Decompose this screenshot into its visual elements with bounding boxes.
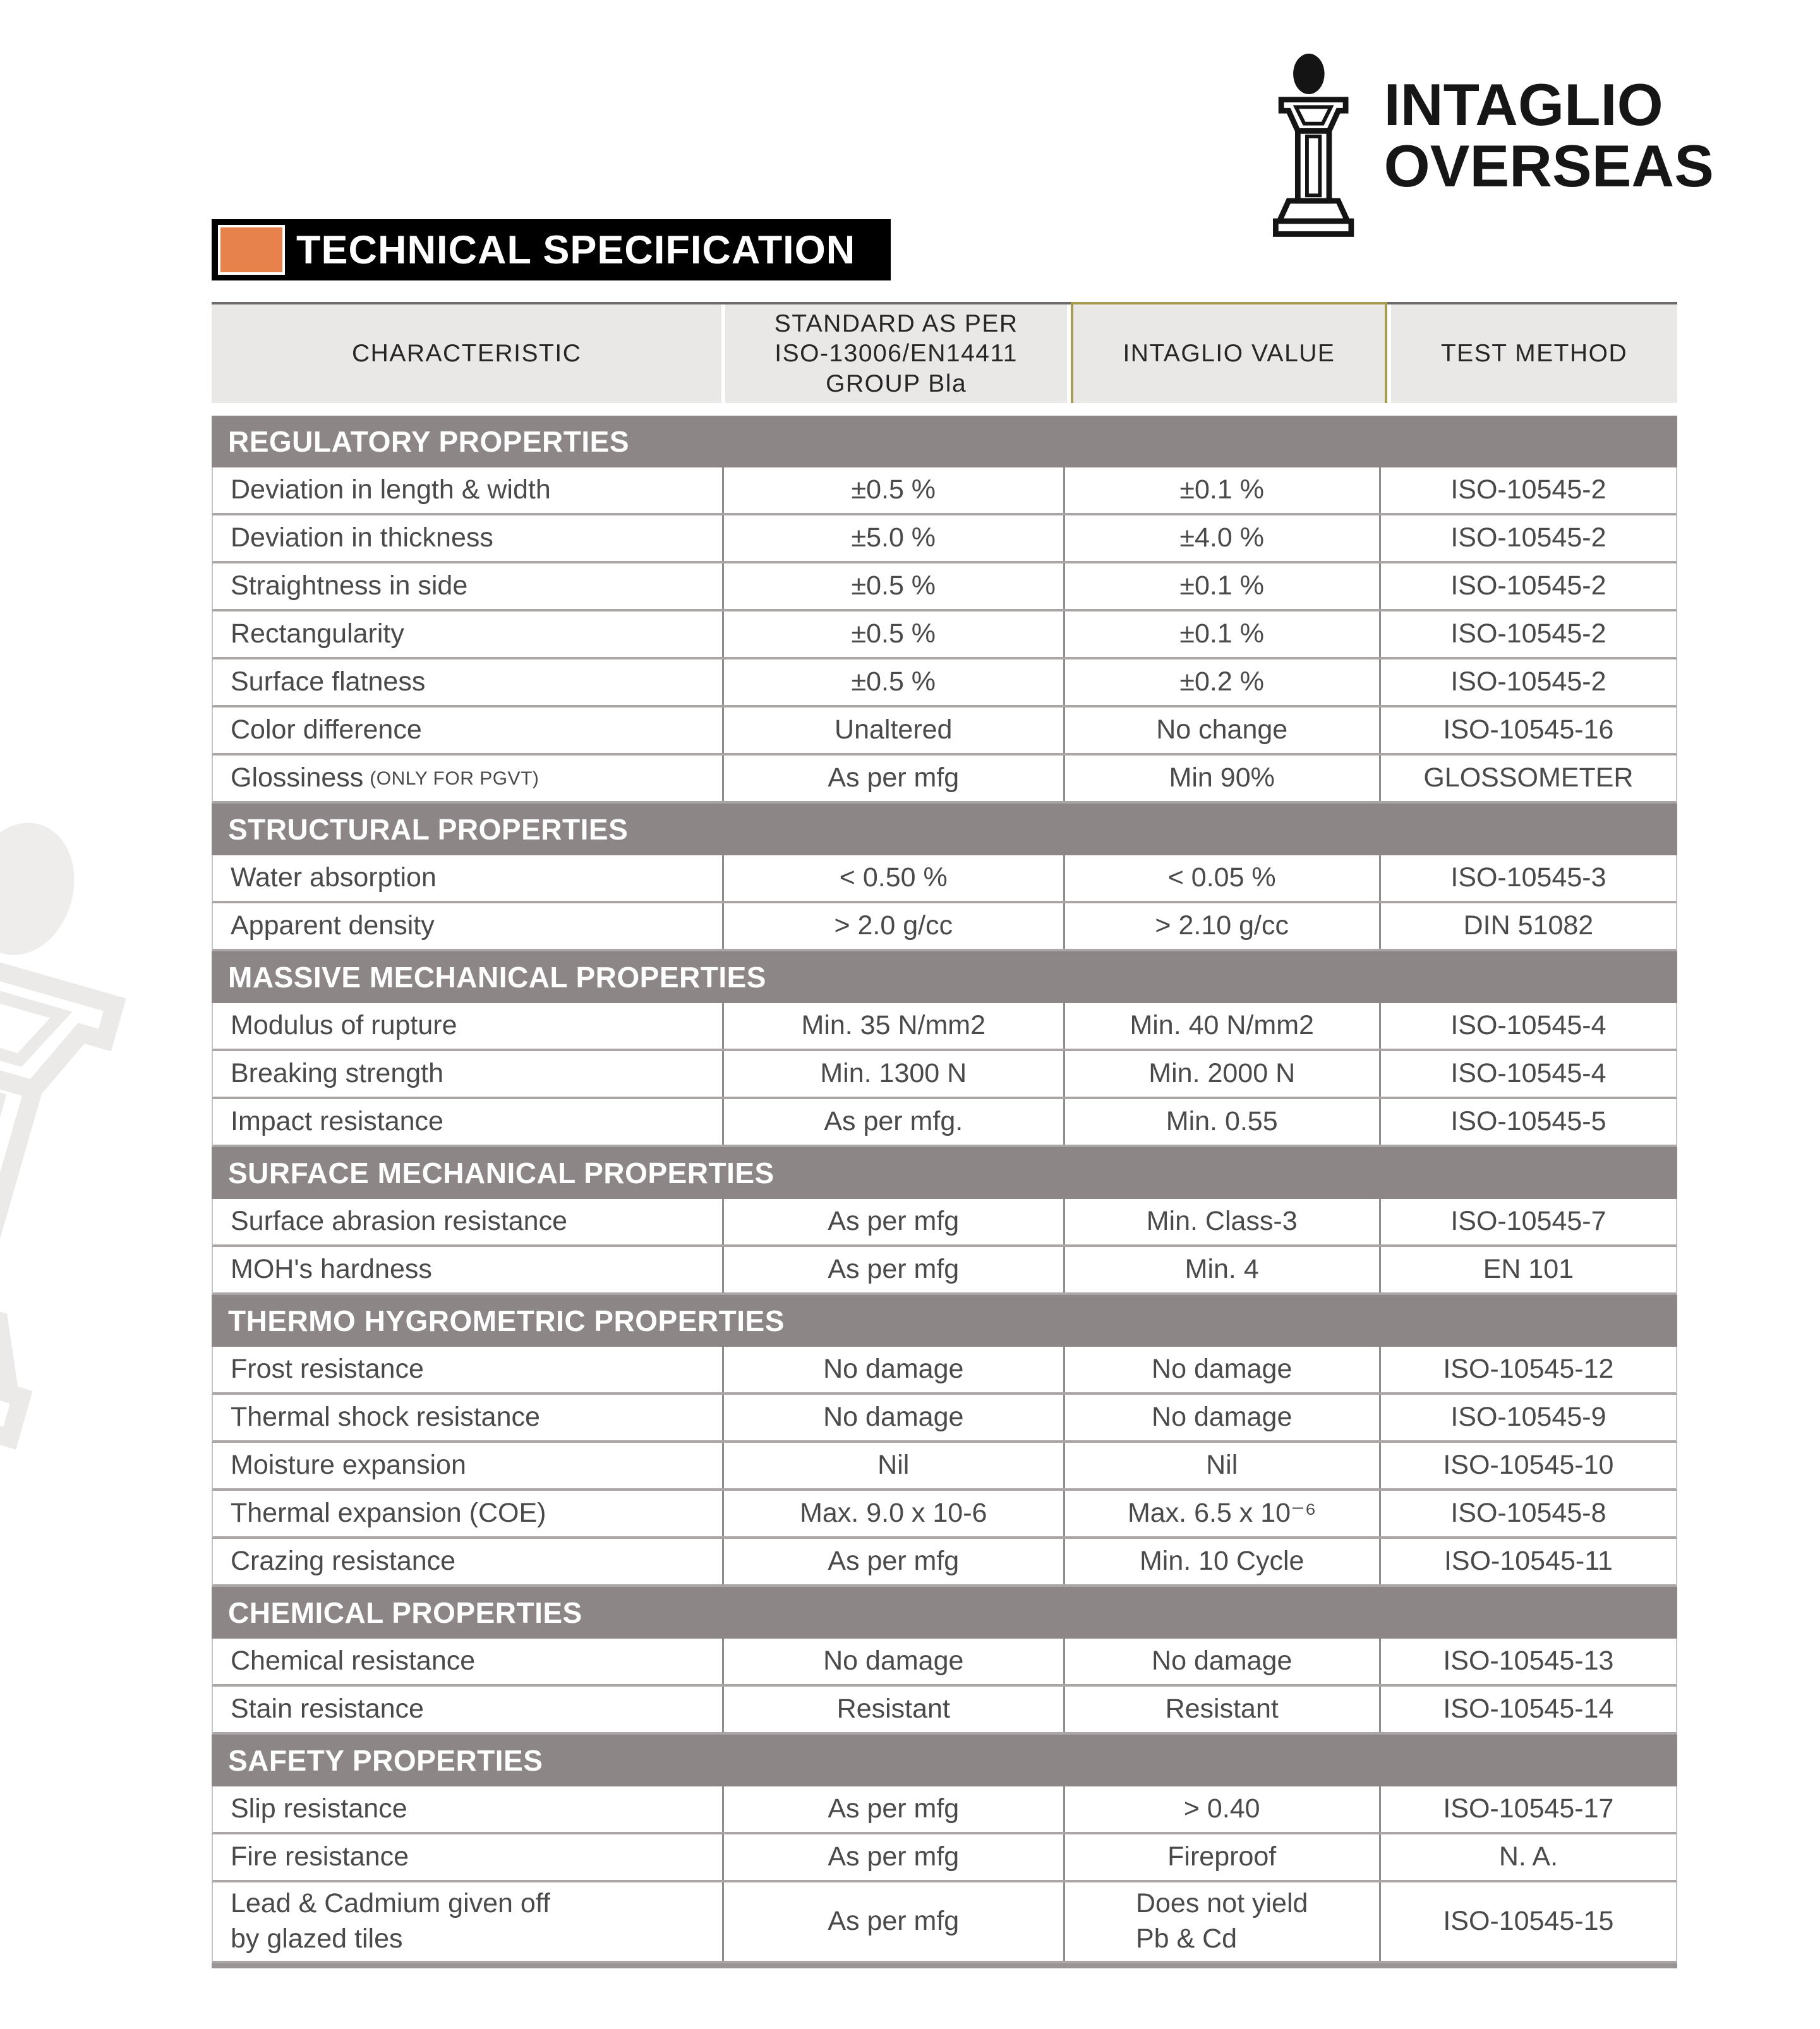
characteristic-cell	[213, 903, 722, 949]
characteristic-label: Stain resistance	[231, 1694, 424, 1725]
test-method-cell-label: ISO-10545-2	[1450, 618, 1606, 649]
test-method-cell	[1379, 659, 1676, 705]
characteristic-cell	[213, 1395, 722, 1440]
test-method-cell-label: ISO-10545-2	[1450, 570, 1606, 601]
section-heading: SAFETY PROPERTIES	[212, 1735, 1677, 1786]
characteristic-cell	[213, 1882, 722, 1961]
standard-value-cell-label: As per mfg.	[824, 1106, 963, 1137]
standard-value-cell	[722, 1786, 1063, 1832]
table-row	[212, 1786, 1677, 1834]
brand-logo	[1261, 52, 1714, 245]
table-row	[212, 1395, 1677, 1443]
table-row	[212, 1539, 1677, 1587]
column-header-label: CHARACTERISTIC	[352, 340, 582, 368]
column-header-2	[725, 304, 1067, 403]
orange-accent-square	[218, 225, 285, 275]
characteristic-cell	[213, 1786, 722, 1832]
standard-value-cell-label: No damage	[823, 1354, 964, 1385]
table-row	[212, 1491, 1677, 1539]
characteristic-label: Thermal shock resistance	[231, 1402, 540, 1433]
intaglio-value-cell	[1063, 707, 1379, 753]
intaglio-value-cell	[1063, 1443, 1379, 1488]
table-row	[212, 1443, 1677, 1491]
standard-value-cell-label: Unaltered	[835, 714, 953, 745]
intaglio-value-cell-label: ±4.0 %	[1179, 522, 1264, 553]
standard-value-cell-label: As per mfg	[828, 1254, 960, 1285]
intaglio-value-cell-label: Min. 10 Cycle	[1139, 1546, 1305, 1577]
table-bottom-border	[212, 1963, 1677, 1968]
standard-value-cell-label: ±0.5 %	[851, 474, 936, 505]
test-method-cell	[1379, 1882, 1676, 1961]
intaglio-value-cell-label: > 0.40	[1183, 1793, 1260, 1824]
characteristic-label: Rectangularity	[231, 618, 404, 649]
standard-value-cell-label: > 2.0 g/cc	[834, 910, 953, 941]
standard-value-cell	[722, 1639, 1063, 1684]
page-title: TECHNICAL SPECIFICATION	[296, 227, 856, 272]
table-row	[212, 515, 1677, 563]
intaglio-value-cell-label: Nil	[1206, 1450, 1238, 1481]
standard-value-cell	[722, 1443, 1063, 1488]
intaglio-value-cell-label: Min 90%	[1169, 762, 1275, 793]
column-header-label: INTAGLIO VALUE	[1123, 340, 1335, 368]
intaglio-value-cell	[1063, 1003, 1379, 1049]
standard-value-cell	[722, 1882, 1063, 1961]
test-method-cell	[1379, 515, 1676, 561]
test-method-cell-label: ISO-10545-9	[1450, 1402, 1606, 1433]
characteristic-cell	[213, 1443, 722, 1488]
characteristic-label: Slip resistance	[231, 1793, 407, 1824]
characteristic-label: Glossiness	[231, 762, 364, 793]
intaglio-value-cell	[1063, 1882, 1379, 1961]
test-method-cell	[1379, 1347, 1676, 1392]
table-row	[212, 1051, 1677, 1099]
pillar-i-icon	[1261, 52, 1371, 245]
intaglio-value-cell	[1063, 1639, 1379, 1684]
standard-value-cell-label: As per mfg	[828, 762, 960, 793]
standard-value-cell-label: Min. 35 N/mm2	[801, 1010, 986, 1041]
standard-value-cell	[722, 467, 1063, 513]
characteristic-cell	[213, 611, 722, 657]
intaglio-value-cell-label: No damage	[1152, 1646, 1293, 1677]
table-row	[212, 855, 1677, 903]
intaglio-value-cell-label: Resistant	[1165, 1694, 1279, 1725]
table-row	[212, 1003, 1677, 1051]
table-row	[212, 563, 1677, 611]
intaglio-value-cell	[1063, 855, 1379, 901]
characteristic-label: MOH's hardness	[231, 1254, 432, 1285]
intaglio-value-cell	[1063, 1491, 1379, 1536]
standard-value-cell	[722, 1051, 1063, 1097]
standard-value-cell	[722, 855, 1063, 901]
characteristic-cell	[213, 659, 722, 705]
characteristic-label: Thermal expansion (COE)	[231, 1498, 546, 1529]
standard-value-cell-label: Max. 9.0 x 10-6	[800, 1498, 987, 1529]
intaglio-value-cell-label: Min. 2000 N	[1148, 1058, 1296, 1089]
standard-value-cell-label: Resistant	[836, 1694, 950, 1725]
test-method-cell	[1379, 1247, 1676, 1292]
intaglio-value-cell	[1063, 1099, 1379, 1145]
test-method-cell	[1379, 1786, 1676, 1832]
characteristic-cell	[213, 707, 722, 753]
intaglio-value-cell-label: Does not yield Pb & Cd	[1135, 1888, 1308, 1954]
test-method-cell-label: ISO-10545-15	[1443, 1905, 1614, 1936]
characteristic-cell	[213, 1687, 722, 1732]
standard-value-cell-label: ±0.5 %	[851, 618, 936, 649]
table-row	[212, 756, 1677, 804]
characteristic-label: Deviation in thickness	[231, 522, 493, 553]
table-header	[212, 302, 1677, 403]
standard-value-cell-label: ±0.5 %	[851, 666, 936, 697]
test-method-cell-label: ISO-10545-8	[1450, 1498, 1606, 1529]
test-method-cell	[1379, 1003, 1676, 1049]
test-method-cell	[1379, 756, 1676, 801]
characteristic-label: Water absorption	[231, 862, 437, 893]
intaglio-value-cell	[1063, 515, 1379, 561]
standard-value-cell-label: No damage	[823, 1646, 964, 1677]
standard-value-cell	[722, 1687, 1063, 1732]
test-method-cell-label: EN 101	[1483, 1254, 1574, 1285]
test-method-cell	[1379, 1539, 1676, 1584]
test-method-cell-label: ISO-10545-14	[1443, 1694, 1614, 1725]
standard-value-cell-label: As per mfg	[828, 1793, 960, 1824]
standard-value-cell	[722, 756, 1063, 801]
intaglio-value-cell-label: Fireproof	[1167, 1841, 1277, 1872]
intaglio-value-cell	[1063, 756, 1379, 801]
standard-value-cell-label: ±5.0 %	[851, 522, 936, 553]
characteristic-cell	[213, 1247, 722, 1292]
standard-value-cell	[722, 563, 1063, 609]
standard-value-cell-label: ±0.5 %	[851, 570, 936, 601]
standard-value-cell-label: No damage	[823, 1402, 964, 1433]
table-row	[212, 1199, 1677, 1247]
standard-value-cell	[722, 1347, 1063, 1392]
characteristic-cell	[213, 1834, 722, 1880]
characteristic-label: Deviation in length & width	[231, 474, 551, 505]
test-method-cell	[1379, 903, 1676, 949]
test-method-cell-label: DIN 51082	[1463, 910, 1594, 941]
intaglio-value-cell-label: Min. Class-3	[1146, 1206, 1298, 1237]
section-heading: THERMO HYGROMETRIC PROPERTIES	[212, 1295, 1677, 1347]
characteristic-label: Apparent density	[231, 910, 435, 941]
test-method-cell-label: ISO-10545-4	[1450, 1058, 1606, 1089]
characteristic-cell	[213, 1051, 722, 1097]
standard-value-cell	[722, 659, 1063, 705]
intaglio-value-cell-label: > 2.10 g/cc	[1155, 910, 1289, 941]
intaglio-value-cell	[1063, 563, 1379, 609]
table-row	[212, 1247, 1677, 1295]
intaglio-value-cell	[1063, 467, 1379, 513]
standard-value-cell-label: As per mfg	[828, 1546, 960, 1577]
intaglio-value-cell-label: No change	[1156, 714, 1288, 745]
characteristic-label: Color difference	[231, 714, 422, 745]
table-row	[212, 707, 1677, 756]
table-row	[212, 903, 1677, 951]
characteristic-cell	[213, 563, 722, 609]
table-body	[212, 416, 1677, 1963]
table-row	[212, 1834, 1677, 1882]
characteristic-cell	[213, 855, 722, 901]
intaglio-value-cell	[1063, 1199, 1379, 1244]
standard-value-cell-label: Min. 1300 N	[820, 1058, 967, 1089]
pillar-watermark-icon	[0, 773, 241, 1493]
table-row	[212, 1347, 1677, 1395]
intaglio-value-cell	[1063, 1247, 1379, 1292]
intaglio-value-cell-label: No damage	[1152, 1402, 1293, 1433]
intaglio-value-cell-label: Min. 0.55	[1166, 1106, 1278, 1137]
test-method-cell-label: ISO-10545-5	[1450, 1106, 1606, 1137]
intaglio-value-cell	[1063, 1786, 1379, 1832]
intaglio-value-cell-label: Min. 40 N/mm2	[1130, 1010, 1314, 1041]
column-header-label: STANDARD AS PER ISO-13006/EN14411 GROUP Bla	[774, 310, 1018, 397]
characteristic-cell	[213, 1199, 722, 1244]
table-row	[212, 659, 1677, 707]
test-method-cell	[1379, 1395, 1676, 1440]
intaglio-value-cell-label: ±0.2 %	[1179, 666, 1264, 697]
test-method-cell-label: ISO-10545-10	[1443, 1450, 1614, 1481]
standard-value-cell	[722, 1099, 1063, 1145]
standard-value-cell	[722, 1491, 1063, 1536]
standard-value-cell-label: As per mfg	[828, 1905, 960, 1936]
brand-name	[1383, 71, 1714, 199]
characteristic-label: Crazing resistance	[231, 1546, 456, 1577]
standard-value-cell	[722, 1395, 1063, 1440]
test-method-cell-label: ISO-10545-11	[1443, 1546, 1613, 1577]
test-method-cell-label: ISO-10545-7	[1450, 1206, 1606, 1237]
intaglio-value-cell	[1063, 903, 1379, 949]
test-method-cell	[1379, 467, 1676, 513]
specification-table	[212, 302, 1677, 1968]
brand-line2: OVERSEAS	[1383, 132, 1714, 199]
test-method-cell-label: ISO-10545-2	[1450, 474, 1606, 505]
intaglio-value-cell	[1063, 1539, 1379, 1584]
section-heading: REGULATORY PROPERTIES	[212, 416, 1677, 467]
table-row	[212, 1639, 1677, 1687]
table-row	[212, 611, 1677, 659]
intaglio-value-cell-label: ±0.1 %	[1179, 474, 1264, 505]
test-method-cell	[1379, 1639, 1676, 1684]
test-method-cell	[1379, 707, 1676, 753]
test-method-cell-label: GLOSSOMETER	[1423, 762, 1634, 793]
table-row	[212, 467, 1677, 515]
characteristic-label: Impact resistance	[231, 1106, 443, 1137]
characteristic-cell	[213, 515, 722, 561]
brand-line1: INTAGLIO	[1383, 71, 1663, 138]
characteristic-cell	[213, 1539, 722, 1584]
test-method-cell	[1379, 855, 1676, 901]
characteristic-cell	[213, 1347, 722, 1392]
header-gap	[212, 403, 1677, 416]
section-heading: SURFACE MECHANICAL PROPERTIES	[212, 1147, 1677, 1199]
characteristic-note: (ONLY FOR PGVT)	[370, 768, 539, 789]
test-method-cell	[1379, 1687, 1676, 1732]
intaglio-value-cell	[1063, 1395, 1379, 1440]
section-heading: CHEMICAL PROPERTIES	[212, 1587, 1677, 1639]
characteristic-label: Chemical resistance	[231, 1646, 476, 1677]
standard-value-cell	[722, 515, 1063, 561]
column-header-4	[1391, 304, 1677, 403]
table-row	[212, 1882, 1677, 1963]
test-method-cell	[1379, 1834, 1676, 1880]
column-header-1	[212, 304, 721, 403]
test-method-cell-label: ISO-10545-3	[1450, 862, 1606, 893]
characteristic-label: Frost resistance	[231, 1354, 424, 1385]
characteristic-label: Lead & Cadmium given off by glazed tiles	[231, 1888, 550, 1954]
characteristic-label: Breaking strength	[231, 1058, 444, 1089]
intaglio-value-cell	[1063, 1347, 1379, 1392]
intaglio-value-cell-label: < 0.05 %	[1167, 862, 1276, 893]
characteristic-cell	[213, 1099, 722, 1145]
test-method-cell-label: ISO-10545-2	[1450, 666, 1606, 697]
test-method-cell	[1379, 563, 1676, 609]
characteristic-label: Modulus of rupture	[231, 1010, 457, 1041]
intaglio-value-cell-label: No damage	[1152, 1354, 1293, 1385]
test-method-cell	[1379, 1443, 1676, 1488]
test-method-cell-label: ISO-10545-4	[1450, 1010, 1606, 1041]
standard-value-cell	[722, 611, 1063, 657]
column-header-label: TEST METHOD	[1440, 340, 1628, 368]
characteristic-cell	[213, 1003, 722, 1049]
standard-value-cell	[722, 1834, 1063, 1880]
test-method-cell	[1379, 1099, 1676, 1145]
test-method-cell-label: N. A.	[1498, 1841, 1558, 1872]
standard-value-cell	[722, 1003, 1063, 1049]
table-row	[212, 1099, 1677, 1147]
table-row	[212, 1687, 1677, 1735]
test-method-cell	[1379, 1051, 1676, 1097]
intaglio-value-cell	[1063, 1834, 1379, 1880]
characteristic-label: Fire resistance	[231, 1841, 409, 1872]
characteristic-label: Surface flatness	[231, 666, 426, 697]
intaglio-value-cell	[1063, 659, 1379, 705]
intaglio-value-cell	[1063, 1687, 1379, 1732]
standard-value-cell-label: As per mfg	[828, 1206, 960, 1237]
page-title-bar	[212, 219, 891, 280]
characteristic-cell	[213, 756, 722, 801]
test-method-cell-label: ISO-10545-17	[1443, 1793, 1614, 1824]
characteristic-cell	[213, 1639, 722, 1684]
intaglio-value-cell-label: Max. 6.5 x 10⁻⁶	[1127, 1498, 1317, 1529]
intaglio-value-cell	[1063, 611, 1379, 657]
section-heading: STRUCTURAL PROPERTIES	[212, 804, 1677, 855]
intaglio-value-cell	[1063, 1051, 1379, 1097]
intaglio-value-cell-label: Min. 4	[1184, 1254, 1259, 1285]
standard-value-cell-label: As per mfg	[828, 1841, 960, 1872]
test-method-cell-label: ISO-10545-2	[1450, 522, 1606, 553]
standard-value-cell	[722, 707, 1063, 753]
standard-value-cell-label: Nil	[877, 1450, 910, 1481]
characteristic-label: Moisture expansion	[231, 1450, 466, 1481]
test-method-cell	[1379, 1491, 1676, 1536]
test-method-cell-label: ISO-10545-12	[1443, 1354, 1614, 1385]
test-method-cell-label: ISO-10545-16	[1443, 714, 1614, 745]
test-method-cell-label: ISO-10545-13	[1443, 1646, 1614, 1677]
characteristic-label: Straightness in side	[231, 570, 468, 601]
standard-value-cell-label: < 0.50 %	[839, 862, 948, 893]
standard-value-cell	[722, 1539, 1063, 1584]
standard-value-cell	[722, 1199, 1063, 1244]
test-method-cell	[1379, 611, 1676, 657]
test-method-cell	[1379, 1199, 1676, 1244]
standard-value-cell	[722, 903, 1063, 949]
characteristic-label: Surface abrasion resistance	[231, 1206, 568, 1237]
column-header-3	[1071, 302, 1387, 403]
characteristic-cell	[213, 1491, 722, 1536]
characteristic-cell	[213, 467, 722, 513]
intaglio-value-cell-label: ±0.1 %	[1179, 570, 1264, 601]
section-heading: MASSIVE MECHANICAL PROPERTIES	[212, 951, 1677, 1003]
standard-value-cell	[722, 1247, 1063, 1292]
intaglio-value-cell-label: ±0.1 %	[1179, 618, 1264, 649]
